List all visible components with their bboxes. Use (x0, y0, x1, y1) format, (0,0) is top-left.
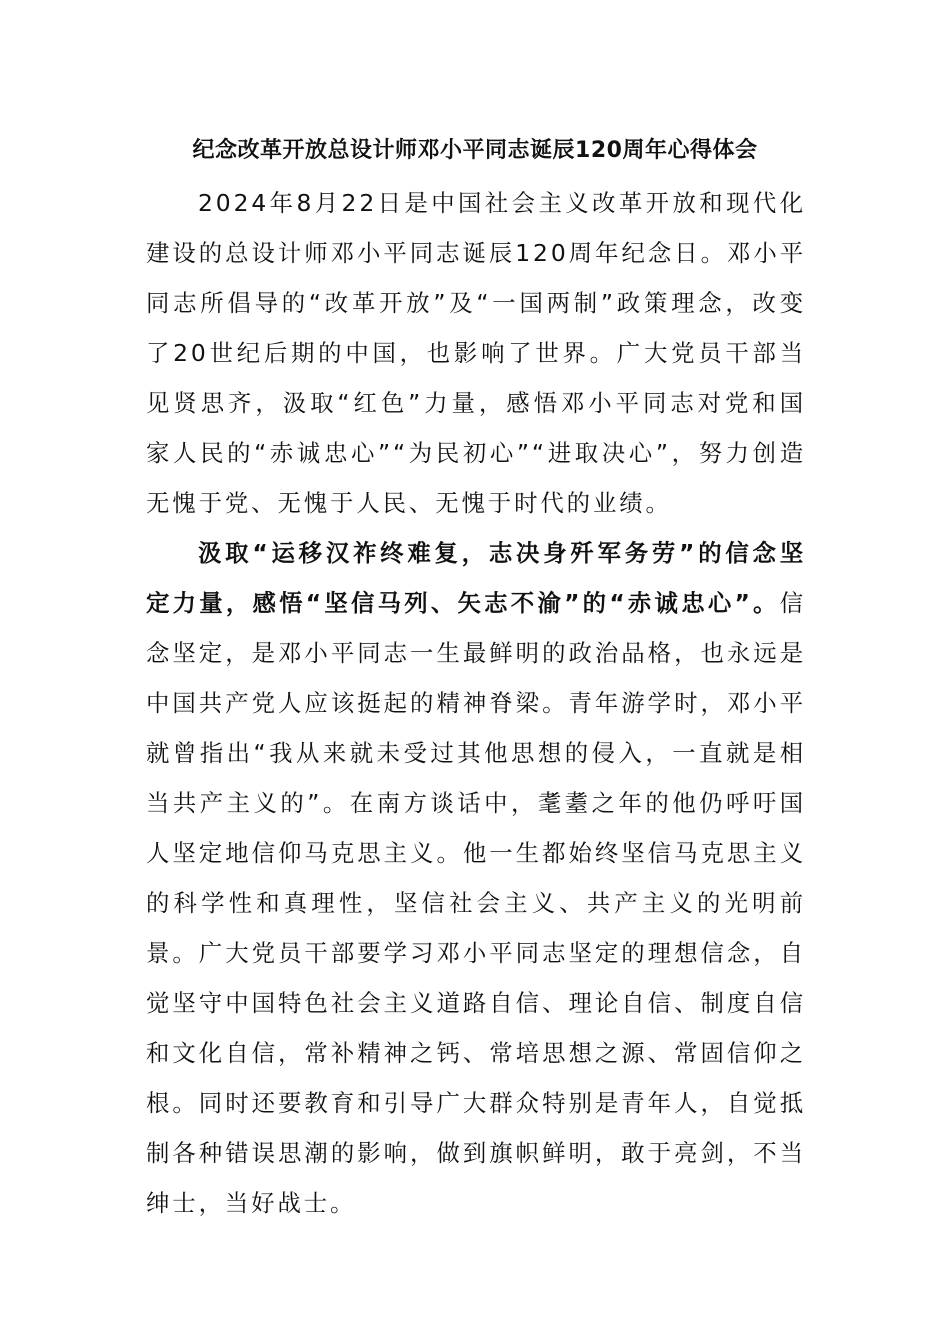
paragraph-belief-heading: 汲取“运移汉祚终难复，志决身歼军务劳”的信念坚定力量，感悟“坚信马列、矢志不渝”的“赤诚忠心”。 (146, 539, 806, 617)
paragraph-belief-text: 信念坚定，是邓小平同志一生最鲜明的政治品格，也永远是中国共产党人应该挺起的精神脊梁。青年游学时，邓小平就曾指出“我从来就未受过其他思想的侵入，一直就是相当共产主义的”。在南方谈话中，耄耋之年的他仍呼吁国人坚定地信仰马克思主义。他一生都始终坚信马克思主义的科学性和真理性，坚信社会主义、共产主义的光明前景。广大党员干部要学习邓小平同志坚定的理想信念，自觉坚守中国特色社会主义道路自信、理论自信、制度自信和文化自信，常补精神之钙、常培思想之源、常固信仰之根。同时还要教育和引导广大群众特别是青年人，自觉抵制各种错误思潮的影响，做到旗帜鲜明，敢于亮剑，不当绅士，当好战士。 (146, 589, 806, 1217)
document-title: 纪念改革开放总设计师邓小平同志诞辰120周年心得体会 (192, 138, 758, 163)
document-body (146, 178, 806, 1228)
paragraph-intro: 2024年8月22日是中国社会主义改革开放和现代化建设的总设计师邓小平同志诞辰120周年纪念日。邓小平同志所倡导的“改革开放”及“一国两制”政策理念，改变了20世纪后期的中国，也影响了世界。广大党员干部当见贤思齐，汲取“红色”力量，感悟邓小平同志对党和国家人民的“赤诚忠心”“为民初心”“进取决心”，努力创造无愧于党、无愧于人民、无愧于时代的业绩。 (146, 189, 806, 517)
paragraph-belief (146, 528, 806, 1228)
